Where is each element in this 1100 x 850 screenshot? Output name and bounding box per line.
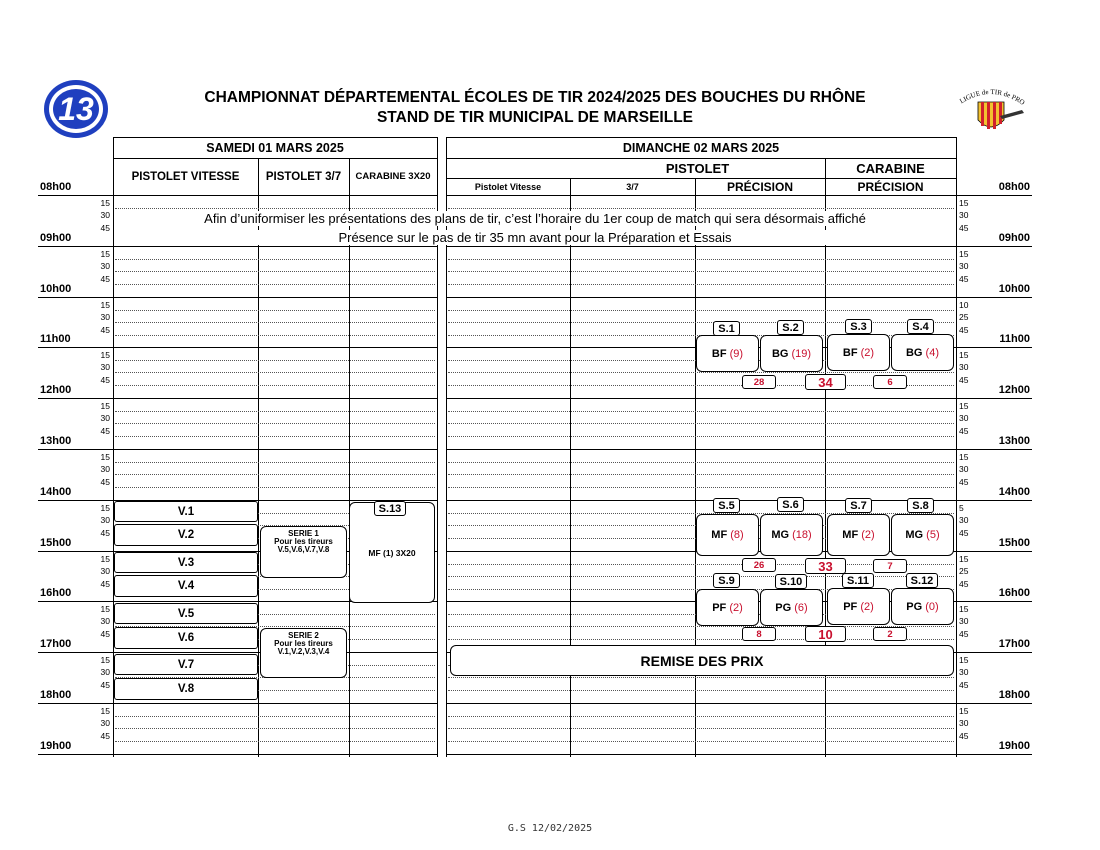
s11-tag: S.11 xyxy=(842,573,874,588)
quarter-line xyxy=(115,310,435,311)
hour-label-left: 09h00 xyxy=(40,232,72,244)
header-line xyxy=(113,137,437,138)
quarter-label-right: 30 xyxy=(959,261,969,271)
quarter-line xyxy=(448,677,954,678)
hour-label-right: 16h00 xyxy=(998,587,1030,599)
hour-line xyxy=(446,398,1032,399)
quarter-line xyxy=(448,716,954,717)
quarter-line xyxy=(448,462,954,463)
hour-label-left: 15h00 xyxy=(40,537,72,549)
s8-tag: S.8 xyxy=(907,498,934,513)
quarter-line xyxy=(115,271,435,272)
quarter-label-left: 45 xyxy=(100,731,110,741)
quarter-line xyxy=(115,372,435,373)
quarter-line xyxy=(115,474,435,475)
quarter-line xyxy=(115,284,435,285)
quarter-label-right: 15 xyxy=(959,401,969,411)
header-line xyxy=(113,158,437,159)
quarter-label-right: 15 xyxy=(959,249,969,259)
col-sat-carabine-3x20: CARABINE 3X20 xyxy=(355,171,431,182)
quarter-label-right: 5 xyxy=(959,503,964,513)
quarter-line xyxy=(448,411,954,412)
quarter-label-left: 45 xyxy=(100,528,110,538)
s8-box: MG (5) xyxy=(891,514,954,556)
quarter-label-right: 45 xyxy=(959,325,969,335)
col-sun-pistolet-vitesse: Pistolet Vitesse xyxy=(474,182,542,192)
s12-box: PG (0) xyxy=(891,588,954,625)
hour-line xyxy=(38,297,437,298)
quarter-label-right: 30 xyxy=(959,210,969,220)
hour-line xyxy=(38,449,437,450)
quarter-label-right: 15 xyxy=(959,706,969,716)
quarter-label-right: 25 xyxy=(959,566,969,576)
hour-label-right: 17h00 xyxy=(998,638,1030,650)
quarter-line xyxy=(115,716,435,717)
quarter-label-left: 30 xyxy=(100,362,110,372)
serie-1-box xyxy=(260,526,347,578)
quarter-label-left: 15 xyxy=(100,554,110,564)
hour-label-right: 14h00 xyxy=(998,486,1030,498)
quarter-label-left: 30 xyxy=(100,413,110,423)
hour-label-left: 16h00 xyxy=(40,587,72,599)
quarter-label-left: 30 xyxy=(100,616,110,626)
quarter-label-left: 45 xyxy=(100,629,110,639)
quarter-line xyxy=(115,741,435,742)
hour-line xyxy=(38,347,437,348)
quarter-label-left: 15 xyxy=(100,249,110,259)
series-v1: V.1 xyxy=(114,501,258,522)
s13-tag: S.13 xyxy=(374,501,406,516)
quarter-line xyxy=(448,208,954,209)
col-sat-pistolet-vitesse: PISTOLET VITESSE xyxy=(131,170,240,183)
serie-2-sub: Pour les tireurs xyxy=(274,639,333,648)
quarter-line xyxy=(115,423,435,424)
block1-count-left: 28 xyxy=(742,375,776,389)
quarter-label-right: 15 xyxy=(959,655,969,665)
quarter-label-left: 45 xyxy=(100,426,110,436)
quarter-label-left: 30 xyxy=(100,718,110,728)
hour-line xyxy=(446,195,1032,196)
footer-signature: G.S 12/02/2025 xyxy=(507,823,593,834)
s13-carabine-box xyxy=(349,502,435,603)
s1-tag: S.1 xyxy=(713,321,740,336)
hour-line xyxy=(446,754,1032,755)
series-v5: V.5 xyxy=(114,603,258,624)
hour-line xyxy=(446,297,1032,298)
quarter-label-right: 30 xyxy=(959,616,969,626)
quarter-line xyxy=(448,741,954,742)
s12-tag: S.12 xyxy=(906,573,938,588)
quarter-label-right: 10 xyxy=(959,300,969,310)
serie-1-list: V.5,V.6,V.7,V.8 xyxy=(277,545,330,554)
s5-box: MF (8) xyxy=(696,514,759,556)
hour-line xyxy=(38,754,437,755)
grid-vline xyxy=(349,158,350,757)
quarter-label-right: 45 xyxy=(959,477,969,487)
quarter-line xyxy=(115,411,435,412)
quarter-label-left: 45 xyxy=(100,223,110,233)
quarter-line xyxy=(448,322,954,323)
hour-label-right: 10h00 xyxy=(998,283,1030,295)
s1-box: BF (9) xyxy=(696,335,759,372)
quarter-label-left: 45 xyxy=(100,274,110,284)
quarter-line xyxy=(448,474,954,475)
s10-tag: S.10 xyxy=(775,574,807,589)
quarter-line xyxy=(115,728,435,729)
series-v8: V.8 xyxy=(114,678,258,700)
quarter-label-right: 30 xyxy=(959,718,969,728)
serie-2-box xyxy=(260,628,347,678)
hour-label-left: 19h00 xyxy=(40,740,72,752)
s10-box: PG (6) xyxy=(760,589,823,626)
quarter-label-right: 45 xyxy=(959,426,969,436)
quarter-line xyxy=(448,372,954,373)
carabine-header: CARABINE xyxy=(856,160,925,176)
note-line-2: Présence sur le pas de tir 35 mn avant pour la Préparation et Essais xyxy=(115,230,955,245)
quarter-label-left: 30 xyxy=(100,261,110,271)
hour-label-right: 19h00 xyxy=(998,740,1030,752)
saturday-header: SAMEDI 01 MARS 2025 xyxy=(206,140,344,155)
quarter-line xyxy=(115,487,435,488)
hour-label-left: 13h00 xyxy=(40,435,72,447)
quarter-label-left: 15 xyxy=(100,300,110,310)
series-v6: V.6 xyxy=(114,627,258,649)
hour-line xyxy=(446,703,1032,704)
s9-box: PF (2) xyxy=(696,589,759,626)
quarter-label-left: 45 xyxy=(100,579,110,589)
logo-ligue-text: LIGUE de TIR de PRO xyxy=(958,87,1027,107)
quarter-label-left: 15 xyxy=(100,401,110,411)
quarter-label-right: 30 xyxy=(959,515,969,525)
header-line xyxy=(446,158,956,159)
quarter-label-right: 15 xyxy=(959,350,969,360)
s11-box: PF (2) xyxy=(827,588,890,625)
logo-13-text: 13 xyxy=(58,91,94,127)
quarter-label-right: 15 xyxy=(959,554,969,564)
series-v7: V.7 xyxy=(114,654,258,675)
quarter-line xyxy=(448,310,954,311)
quarter-line xyxy=(448,728,954,729)
header-line xyxy=(446,137,956,138)
quarter-line xyxy=(115,335,435,336)
quarter-label-left: 30 xyxy=(100,667,110,677)
quarter-line xyxy=(448,271,954,272)
block1-count-right: 6 xyxy=(873,375,907,389)
quarter-label-left: 15 xyxy=(100,503,110,513)
grid-vline xyxy=(258,158,259,757)
s4-tag: S.4 xyxy=(907,319,934,334)
quarter-line xyxy=(448,576,954,577)
quarter-label-left: 15 xyxy=(100,198,110,208)
page-title: CHAMPIONNAT DÉPARTEMENTAL ÉCOLES DE TIR 2024/2025 DES BOUCHES DU RHÔNE xyxy=(204,89,866,106)
header-line xyxy=(446,178,956,179)
col-sun-37: 3/7 xyxy=(626,182,639,192)
quarter-label-left: 15 xyxy=(100,452,110,462)
quarter-label-left: 45 xyxy=(100,325,110,335)
quarter-label-left: 30 xyxy=(100,464,110,474)
serie-2-title: SERIE 2 xyxy=(288,631,319,640)
quarter-line xyxy=(448,259,954,260)
hour-label-left: 11h00 xyxy=(40,333,71,345)
s5-tag: S.5 xyxy=(713,498,740,513)
s4-box: BG (4) xyxy=(891,334,954,371)
block3-count-right: 2 xyxy=(873,627,907,641)
hour-line xyxy=(38,652,437,653)
hour-label-left: 12h00 xyxy=(40,384,72,396)
hour-label-right: 12h00 xyxy=(998,384,1030,396)
pistolet-header: PISTOLET xyxy=(665,160,730,176)
hour-line xyxy=(38,398,437,399)
s6-tag: S.6 xyxy=(777,497,804,512)
quarter-line xyxy=(448,284,954,285)
quarter-line xyxy=(115,259,435,260)
quarter-label-right: 30 xyxy=(959,362,969,372)
quarter-label-left: 45 xyxy=(100,680,110,690)
quarter-label-right: 45 xyxy=(959,223,969,233)
quarter-line xyxy=(115,436,435,437)
quarter-line xyxy=(448,436,954,437)
hour-label-left: 14h00 xyxy=(40,486,72,498)
col-sun-precision-pistolet: PRÉCISION xyxy=(726,180,793,194)
quarter-label-right: 45 xyxy=(959,375,969,385)
quarter-label-left: 15 xyxy=(100,604,110,614)
page-subtitle: STAND DE TIR MUNICIPAL DE MARSEILLE xyxy=(376,109,694,126)
quarter-line xyxy=(448,423,954,424)
col-sun-precision-carabine: PRÉCISION xyxy=(857,180,924,194)
quarter-label-right: 15 xyxy=(959,198,969,208)
quarter-label-left: 45 xyxy=(100,375,110,385)
quarter-label-right: 45 xyxy=(959,274,969,284)
quarter-label-right: 30 xyxy=(959,667,969,677)
hour-label-right: 18h00 xyxy=(998,689,1030,701)
hour-line xyxy=(38,703,437,704)
quarter-label-left: 45 xyxy=(100,477,110,487)
remise-des-prix-banner: REMISE DES PRIX xyxy=(450,645,954,676)
quarter-label-left: 15 xyxy=(100,655,110,665)
quarter-label-left: 30 xyxy=(100,210,110,220)
hour-label-left: 17h00 xyxy=(40,638,72,650)
col-sat-pistolet-37: PISTOLET 3/7 xyxy=(265,170,342,183)
s7-box: MF (2) xyxy=(827,514,890,556)
hour-line xyxy=(446,246,1032,247)
block2-count-total: 33 xyxy=(805,558,846,574)
s3-box: BF (2) xyxy=(827,334,890,371)
quarter-label-right: 45 xyxy=(959,528,969,538)
quarter-label-right: 15 xyxy=(959,604,969,614)
quarter-label-right: 25 xyxy=(959,312,969,322)
s6-box: MG (18) xyxy=(760,514,823,556)
quarter-label-right: 15 xyxy=(959,452,969,462)
hour-label-right: 09h00 xyxy=(998,232,1030,244)
quarter-line xyxy=(448,690,954,691)
s3-tag: S.3 xyxy=(845,319,872,334)
serie-1-title: SERIE 1 xyxy=(288,529,319,538)
quarter-label-left: 15 xyxy=(100,350,110,360)
quarter-label-left: 15 xyxy=(100,706,110,716)
quarter-line xyxy=(448,487,954,488)
serie-1-sub: Pour les tireurs xyxy=(274,537,333,546)
block3-count-total: 10 xyxy=(805,626,846,642)
quarter-line xyxy=(115,462,435,463)
quarter-label-right: 45 xyxy=(959,629,969,639)
quarter-label-right: 45 xyxy=(959,731,969,741)
hour-label-right: 13h00 xyxy=(998,435,1030,447)
note-line-1: Afin d’uniformiser les présentations des plans de tir, c’est l’horaire du 1er coup de match qui sera désormais affiché xyxy=(115,211,955,226)
quarter-line xyxy=(115,385,435,386)
grid-vline xyxy=(956,137,957,757)
hour-line xyxy=(446,449,1032,450)
series-v4: V.4 xyxy=(114,575,258,597)
s13-text: MF (1) 3X20 xyxy=(368,547,416,558)
s2-box: BG (19) xyxy=(760,335,823,372)
hour-label-left: 10h00 xyxy=(40,283,72,295)
block1-count-total: 34 xyxy=(805,374,846,390)
quarter-line xyxy=(115,208,435,209)
hour-label-right: 15h00 xyxy=(998,537,1030,549)
series-v2: V.2 xyxy=(114,524,258,546)
hour-label-left: 08h00 xyxy=(40,181,72,193)
ligue-provence-logo xyxy=(952,86,1030,138)
quarter-label-left: 30 xyxy=(100,515,110,525)
series-v3: V.3 xyxy=(114,552,258,573)
quarter-label-right: 45 xyxy=(959,680,969,690)
hour-label-left: 18h00 xyxy=(40,689,72,701)
quarter-label-right: 30 xyxy=(959,413,969,423)
block2-count-left: 26 xyxy=(742,558,776,572)
hour-label-right: 11h00 xyxy=(999,333,1030,345)
hour-label-right: 08h00 xyxy=(998,181,1030,193)
s2-tag: S.2 xyxy=(777,320,804,335)
quarter-line xyxy=(115,360,435,361)
hour-line xyxy=(38,195,437,196)
quarter-label-left: 30 xyxy=(100,312,110,322)
block3-count-left: 8 xyxy=(742,627,776,641)
quarter-label-right: 30 xyxy=(959,464,969,474)
serie-2-list: V.1,V.2,V.3,V.4 xyxy=(277,647,330,656)
quarter-label-left: 30 xyxy=(100,566,110,576)
quarter-line xyxy=(115,322,435,323)
sunday-header: DIMANCHE 02 MARS 2025 xyxy=(622,140,780,155)
hour-line xyxy=(38,246,437,247)
s7-tag: S.7 xyxy=(845,498,872,513)
block2-count-right: 7 xyxy=(873,559,907,573)
s9-tag: S.9 xyxy=(713,573,740,588)
quarter-label-right: 45 xyxy=(959,579,969,589)
